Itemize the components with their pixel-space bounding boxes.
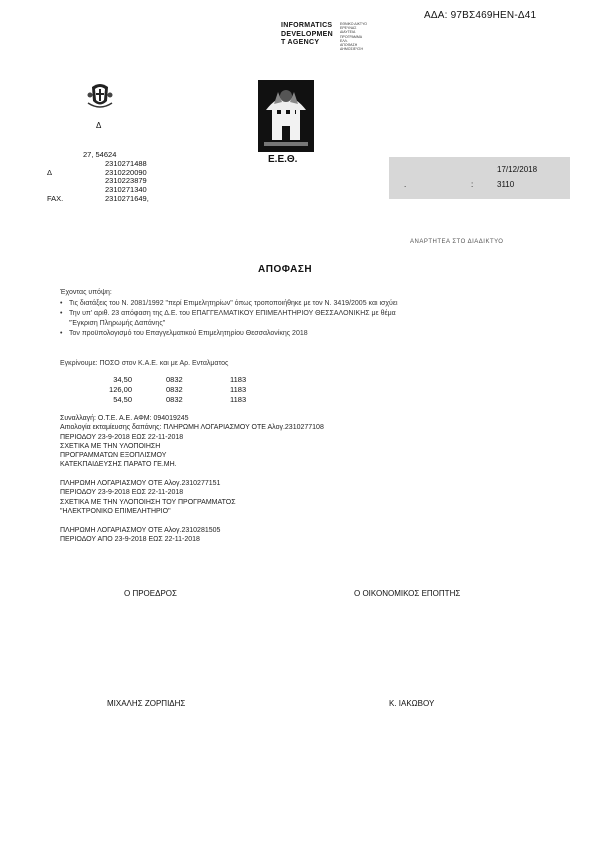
president-role: Ο ΠΡΟΕΔΡΟΣ xyxy=(124,589,177,598)
agency-line: DEVELOPMEN xyxy=(281,30,334,38)
detail-line: Συναλλαγή: Ο.Τ.Ε. Α.Ε. ΑΦΜ: 094019245 xyxy=(60,415,189,422)
budget-code-cell: 0832 xyxy=(166,385,183,394)
bullet-icon: • xyxy=(60,300,63,307)
detail-line: ΠΕΡΙΟΔΟΥ 23-9-2018 ΕΩΣ 22-11-2018 xyxy=(60,433,184,441)
president-name: ΜΙΧΑΛΗΣ ΖΟΡΠΙΔΗΣ xyxy=(107,699,186,708)
inspector-name: Κ. ΙΑΚΩΒΟΥ xyxy=(389,699,435,708)
bullet-icon: • xyxy=(60,330,63,337)
detail-spacer xyxy=(60,516,324,525)
contact-value: 2310271340 xyxy=(105,185,147,195)
detail-line: "ΗΛΕΚΤΡΟΝΙΚΟ ΕΠΙΜΕΛΗΤΗΡΙΟ" xyxy=(60,507,171,515)
detail-line: ΠΕΡΙΟΔΟΥ 23-9-2018 ΕΩΣ 22-11-2018 xyxy=(60,489,184,497)
amount-cell: 126,00 xyxy=(109,385,132,394)
detail-line: ΠΕΡΙΟΔΟΥ ΑΠΟ 23-9-2018 ΕΩΣ 22-11-2018 xyxy=(60,535,200,543)
amount-cell: 34,50 xyxy=(113,375,132,384)
contact-value: 2310271649, xyxy=(105,193,149,203)
list-item xyxy=(60,309,398,319)
list-item xyxy=(60,299,398,309)
having-regard-label: Έχοντας υπόψη: xyxy=(60,289,112,296)
list-item-text: Τον προϋπολογισμό του Επαγγελματικού Επιμελητηρίου Θεσσαλονίκης 2018 xyxy=(69,330,308,337)
detail-line: ΚΑΤΕΚΠΑΙΔΕΥΣΗΣ ΠΑΡΑΤΟ ΓΕ.ΜΗ. xyxy=(60,461,177,469)
budget-code-cell: 0832 xyxy=(166,395,183,404)
amount-cell: 54,50 xyxy=(113,395,132,404)
page-title: ΑΠΟΦΑΣΗ xyxy=(258,264,313,275)
agency-line: INFORMATICS xyxy=(281,22,333,29)
agency-sub-line: ΔΙΑΥΓΕΙΑ xyxy=(340,30,356,35)
bullet-icon: • xyxy=(60,310,63,317)
detail-line: ΣΧΕΤΙΚΑ ΜΕ ΤΗΝ ΥΛΟΠΟΙΗΣΗ ΤΟΥ ΠΡΟΓΡΑΜΜΑΤΟΣ xyxy=(60,498,236,506)
agency-sub-line: ΕΘΝΙΚΟ ΔΙΚΤΥΟ xyxy=(340,22,367,26)
agency-subtext xyxy=(340,22,367,51)
decision-date: 17/12/2018 xyxy=(497,165,538,174)
agency-sub-line: ΔΗΜΟΣΙΕΥΣΗ xyxy=(340,47,363,52)
list-item-text: Την υπ' αριθ. 23 απόφαση της Δ.Ε. του ΕΠΑΓΓΕΛΜΑΤΙΚΟΥ ΕΠΙΜΕΛΗΤΗΡΙΟΥ ΘΕΣΣΑΛΟΝΙΚΗΣ με θέμα xyxy=(69,310,396,317)
posting-notice: ΑΝΑΡΤΗΤΕΑ ΣΤΟ ΔΙΑΔΙΚΤΥΟ xyxy=(410,239,504,245)
detail-line: ΠΛΗΡΩΜΗ ΛΟΓΑΡΙΑΣΜΟΥ ΟΤΕ Αλογ.2310277151 xyxy=(60,480,221,488)
contact-value: 2310271488 xyxy=(105,158,147,168)
list-item-text: "Έγκριση Πληρωμής Δαπάνης" xyxy=(69,320,166,327)
protocol-number: 3110 xyxy=(497,180,515,189)
list-item xyxy=(60,329,398,339)
approval-header: Εγκρίνουμε: ΠΟΣΟ στον Κ.Α.Ε. και με Αρ. Ενταλματος xyxy=(60,360,229,367)
list-item-text: Τις διατάξεις του Ν. 2081/1992 "περί Επιμελητηρίων" όπως τροποποιήθηκε με τον Ν. 3419/2005 και ισχύει xyxy=(69,300,398,307)
agency-name xyxy=(281,22,333,48)
agency-line: T AGENCY xyxy=(281,39,320,46)
agency-sub-line: ΑΠΟΦΑΣΗ xyxy=(340,43,358,48)
detail-line: Αιτιολογία εκταμίευσης δαπάνης: ΠΛΗΡΩΜΗ ΛΟΓΑΡΙΑΣΜΟΥ ΟΤΕ Αλογ.2310277108 xyxy=(60,424,324,432)
issuer-initial: Δ xyxy=(96,121,102,130)
warrant-number-cell: 1183 xyxy=(230,375,247,384)
contact-value: 2310220090 xyxy=(105,167,147,177)
detail-line: ΠΛΗΡΩΜΗ ΛΟΓΑΡΙΑΣΜΟΥ ΟΤΕ Αλογ.2310281505 xyxy=(60,526,221,534)
contact-label: Δ xyxy=(47,167,53,177)
organization-acronym: Ε.Ε.Θ. xyxy=(268,154,298,165)
protocol-label-dot: . xyxy=(404,180,407,189)
contact-value: 27, 54624 xyxy=(83,150,117,159)
chamber-logo-icon xyxy=(258,80,314,152)
contact-label: FAX. xyxy=(47,193,64,203)
considerations-list xyxy=(60,299,398,339)
protocol-label-colon: : xyxy=(471,180,474,189)
contact-value: 2310223879 xyxy=(105,176,147,186)
inspector-role: Ο ΟΙΚΟΝΟΜΙΚΟΣ ΕΠΟΠΤΗΣ xyxy=(354,589,461,598)
warrant-number-cell: 1183 xyxy=(230,395,247,404)
warrant-number-cell: 1183 xyxy=(230,385,247,394)
detail-spacer xyxy=(60,470,324,479)
detail-line: ΣΧΕΤΙΚΑ ΜΕ ΤΗΝ ΥΛΟΠΟΙΗΣΗ xyxy=(60,442,161,450)
agency-sub-line: ΕΡΕΥΝΑΣ xyxy=(340,26,357,31)
ada-code: ΑΔΑ: 97ΒΣ469ΗΕΝ-Δ41 xyxy=(424,10,537,21)
agency-sub-line: ΕΛΛ. xyxy=(340,38,348,43)
list-item-continuation xyxy=(60,319,398,329)
detail-line: ΠΡΟΓΡΑΜΜΑΤΩΝ ΕΞΟΠΛΙΣΜΟΥ xyxy=(60,452,167,460)
budget-code-cell: 0832 xyxy=(166,375,183,384)
payment-details xyxy=(60,414,324,544)
greek-coat-of-arms-icon xyxy=(86,81,114,109)
date-protocol-box xyxy=(389,157,570,199)
agency-sub-line: ΠΡΟΓΡΑΜΜΑ xyxy=(340,34,363,39)
